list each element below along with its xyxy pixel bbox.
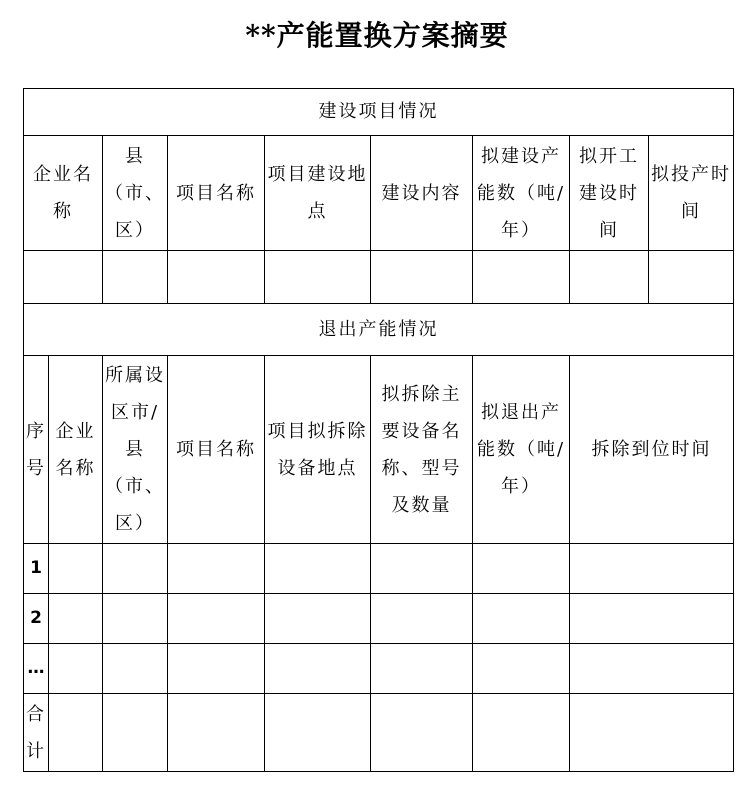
header-planned-start-time: 拟开工建设时间 — [570, 136, 649, 251]
construction-section-title: 建设项目情况 — [24, 89, 734, 136]
header-district-city-county: 所属设区市/县（市、区） — [103, 356, 168, 544]
cell-equipment-details[interactable] — [371, 644, 473, 694]
cell-exit-project-name[interactable] — [168, 594, 265, 644]
header-exit-company-name: 企业名称 — [49, 356, 103, 544]
header-company-name: 企业名称 — [24, 136, 103, 251]
cell-exit-capacity[interactable] — [473, 644, 570, 694]
header-planned-production-time: 拟投产时间 — [649, 136, 734, 251]
cell-exit-company-name[interactable] — [49, 594, 103, 644]
header-demolition-time: 拆除到位时间 — [570, 356, 734, 544]
capacity-replacement-table — [23, 88, 734, 772]
header-serial-number: 序号 — [24, 356, 49, 544]
cell-demolition-time[interactable] — [570, 544, 734, 594]
cell-project-name[interactable] — [168, 251, 265, 304]
cell-planned-start-time[interactable] — [570, 251, 649, 304]
header-project-location: 项目建设地点 — [265, 136, 371, 251]
cell-exit-company-name[interactable] — [49, 694, 103, 772]
header-exit-capacity: 拟退出产能数（吨/年） — [473, 356, 570, 544]
header-demolition-location: 项目拟拆除设备地点 — [265, 356, 371, 544]
total-row — [24, 694, 734, 772]
header-construction-content: 建设内容 — [371, 136, 473, 251]
cell-exit-company-name[interactable] — [49, 644, 103, 694]
table-row — [24, 644, 734, 694]
cell-equipment-details[interactable] — [371, 694, 473, 772]
cell-district[interactable] — [103, 694, 168, 772]
row-number: 2 — [24, 594, 49, 644]
cell-demolition-time[interactable] — [570, 644, 734, 694]
cell-exit-project-name[interactable] — [168, 644, 265, 694]
cell-company-name[interactable] — [24, 251, 103, 304]
cell-demolition-time[interactable] — [570, 694, 734, 772]
cell-equipment-details[interactable] — [371, 544, 473, 594]
cell-equipment-details[interactable] — [371, 594, 473, 644]
header-county: 县（市、区） — [103, 136, 168, 251]
document-title: **产能置换方案摘要 — [245, 19, 509, 52]
cell-exit-project-name[interactable] — [168, 544, 265, 594]
table-row — [24, 594, 734, 644]
cell-demolition-location[interactable] — [265, 594, 371, 644]
cell-demolition-time[interactable] — [570, 594, 734, 644]
cell-county[interactable] — [103, 251, 168, 304]
row-number: … — [24, 644, 49, 694]
header-project-name: 项目名称 — [168, 136, 265, 251]
header-exit-project-name: 项目名称 — [168, 356, 265, 544]
cell-exit-company-name[interactable] — [49, 544, 103, 594]
cell-exit-project-name[interactable] — [168, 694, 265, 772]
cell-project-location[interactable] — [265, 251, 371, 304]
cell-district[interactable] — [103, 544, 168, 594]
table-row — [24, 544, 734, 594]
cell-planned-production-time[interactable] — [649, 251, 734, 304]
exit-section-title: 退出产能情况 — [24, 304, 734, 356]
cell-construction-content[interactable] — [371, 251, 473, 304]
cell-planned-capacity[interactable] — [473, 251, 570, 304]
construction-entry-row — [24, 251, 734, 304]
cell-demolition-location[interactable] — [265, 694, 371, 772]
row-number: 1 — [24, 544, 49, 594]
cell-district[interactable] — [103, 644, 168, 694]
header-planned-capacity: 拟建设产能数（吨/年） — [473, 136, 570, 251]
cell-exit-capacity[interactable] — [473, 544, 570, 594]
total-label: 合计 — [24, 694, 49, 772]
cell-demolition-location[interactable] — [265, 644, 371, 694]
cell-demolition-location[interactable] — [265, 544, 371, 594]
header-equipment-details: 拟拆除主要设备名称、型号及数量 — [371, 356, 473, 544]
cell-district[interactable] — [103, 594, 168, 644]
cell-exit-capacity[interactable] — [473, 694, 570, 772]
cell-exit-capacity[interactable] — [473, 594, 570, 644]
